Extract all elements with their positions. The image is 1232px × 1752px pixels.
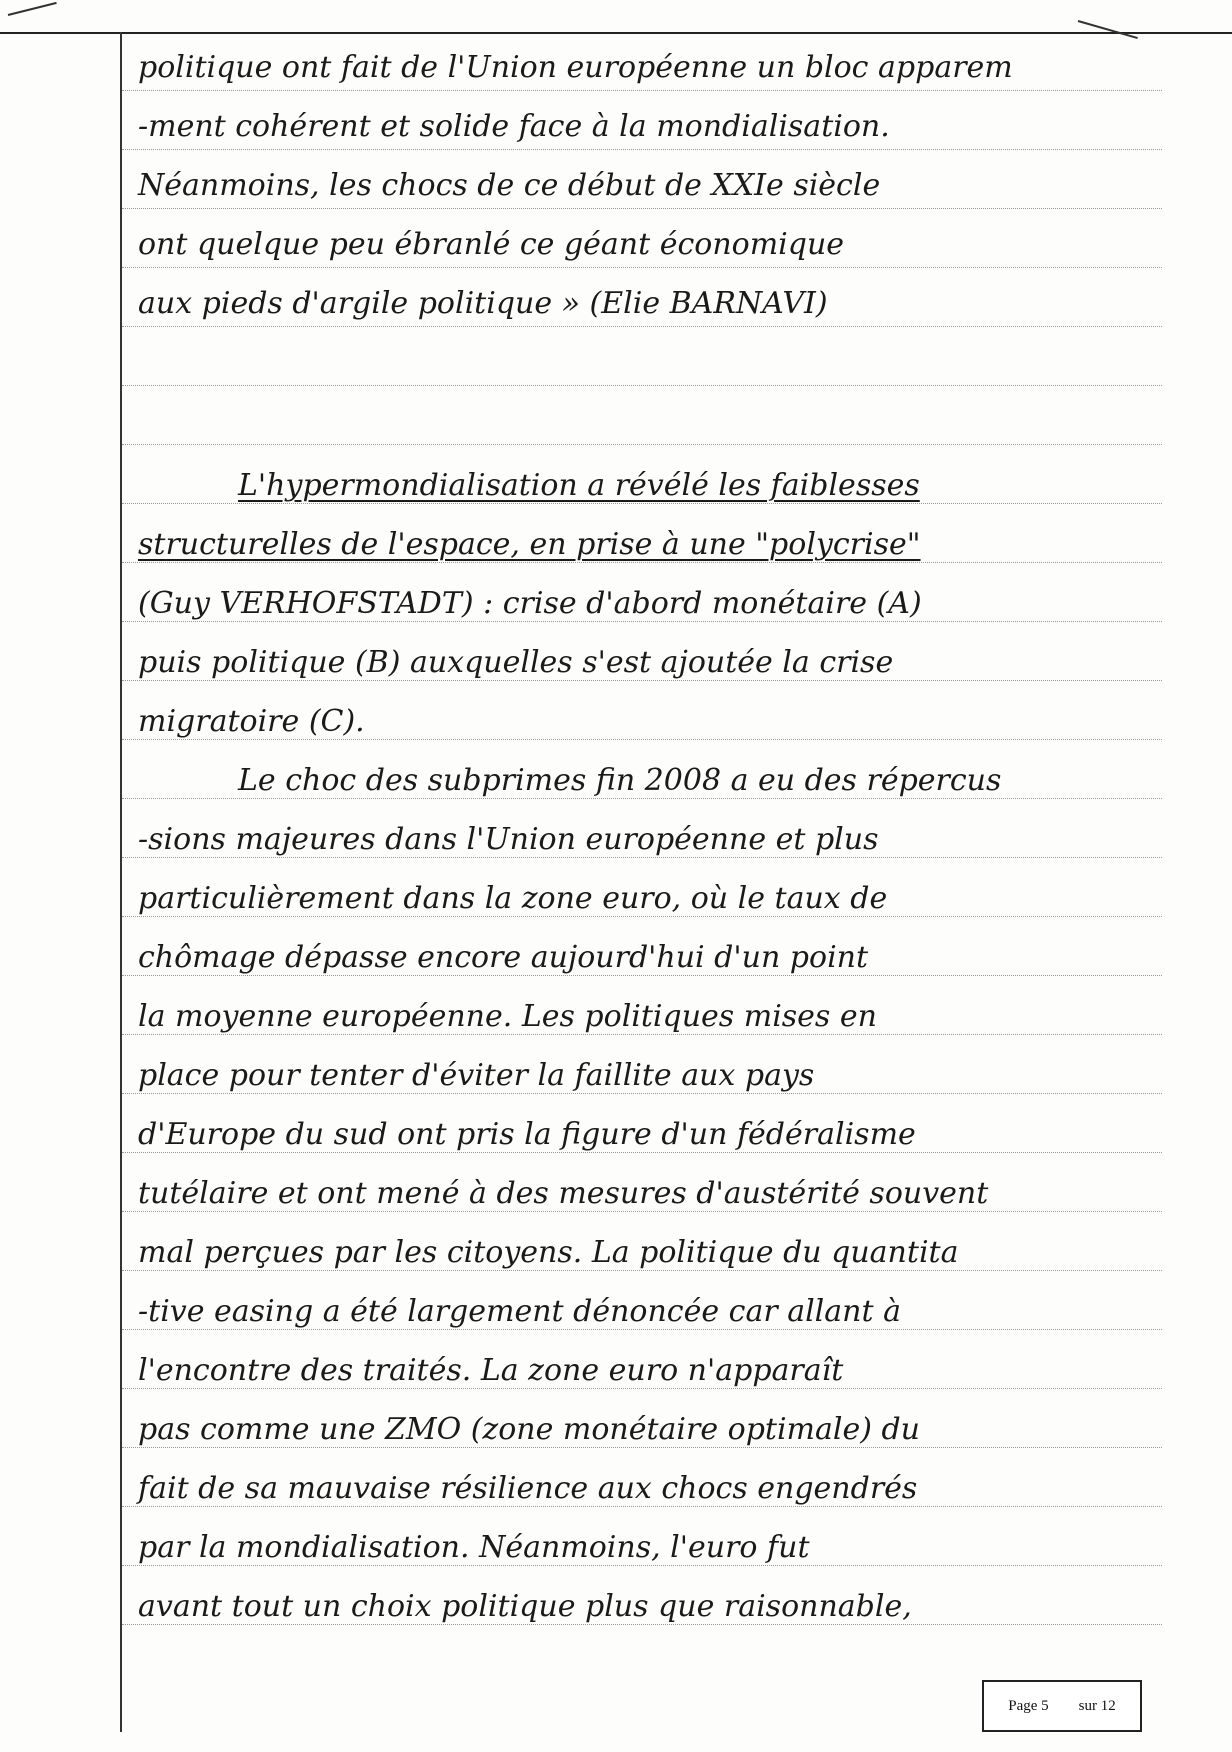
text-line-8 [138, 462, 1158, 510]
text-line-22: -tive easing a été largement dénoncée car allant à [138, 1294, 901, 1329]
text-line-23: l'encontre des traités. La zone euro n'apparaît [138, 1353, 844, 1388]
text-line-13: Le choc des subprimes fin 2008 a eu des répercus [238, 763, 1002, 798]
text-line-7 [138, 398, 1158, 446]
underlined-heading-part-2: structurelles de l'espace, en prise à une "polycrise" [138, 527, 921, 562]
text-line-14: -sions majeures dans l'Union européenne et plus [138, 822, 879, 857]
text-line-6 [138, 339, 1158, 387]
text-line-12: migratoire (C). [138, 704, 365, 739]
text-line-15: particulièrement dans la zone euro, où le taux de [138, 881, 888, 916]
page-number-box [982, 1680, 1142, 1732]
text-line-25: fait de sa mauvaise résilience aux chocs engendrés [138, 1471, 918, 1506]
text-line-24: pas comme une ZMO (zone monétaire optimale) du [138, 1412, 920, 1447]
text-line-11: puis politique (B) auxquelles s'est ajoutée la crise [138, 645, 894, 680]
margin-line [120, 32, 122, 1732]
text-line-5: aux pieds d'argile politique » (Elie BARNAVI) [138, 286, 828, 321]
text-line-16: chômage dépasse encore aujourd'hui d'un point [138, 940, 869, 975]
text-line-21: mal perçues par les citoyens. La politique du quantita [138, 1235, 959, 1270]
text-line-17: la moyenne européenne. Les politiques mises en [138, 999, 877, 1034]
text-line-18: place pour tenter d'éviter la faillite aux pays [138, 1058, 815, 1093]
underlined-heading-part-1: L'hypermondialisation a révélé les faiblesses [238, 468, 920, 503]
text-line-9 [138, 521, 1158, 569]
text-line-19: d'Europe du sud ont pris la figure d'un fédéralisme [138, 1117, 916, 1152]
text-line-1: politique ont fait de l'Union européenne un bloc apparem [138, 50, 1013, 85]
text-line-4: ont quelque peu ébranlé ce géant économique [138, 227, 845, 262]
page-number-label: Page 5 [1008, 1697, 1049, 1714]
page-total-label: sur 12 [1078, 1697, 1116, 1714]
text-line-26: par la mondialisation. Néanmoins, l'euro fut [138, 1530, 810, 1565]
corner-mark-left [8, 2, 57, 16]
corner-mark-right [1078, 20, 1138, 39]
text-line-27: avant tout un choix politique plus que raisonnable, [138, 1589, 912, 1624]
text-line-3: Néanmoins, les chocs de ce début de XXIe siècle [138, 168, 881, 203]
text-line-20: tutélaire et ont mené à des mesures d'austérité souvent [138, 1176, 989, 1211]
top-rule [0, 32, 1232, 34]
text-line-2: -ment cohérent et solide face à la mondialisation. [138, 109, 890, 144]
text-line-10: (Guy VERHOFSTADT) : crise d'abord monétaire (A) [138, 586, 922, 621]
